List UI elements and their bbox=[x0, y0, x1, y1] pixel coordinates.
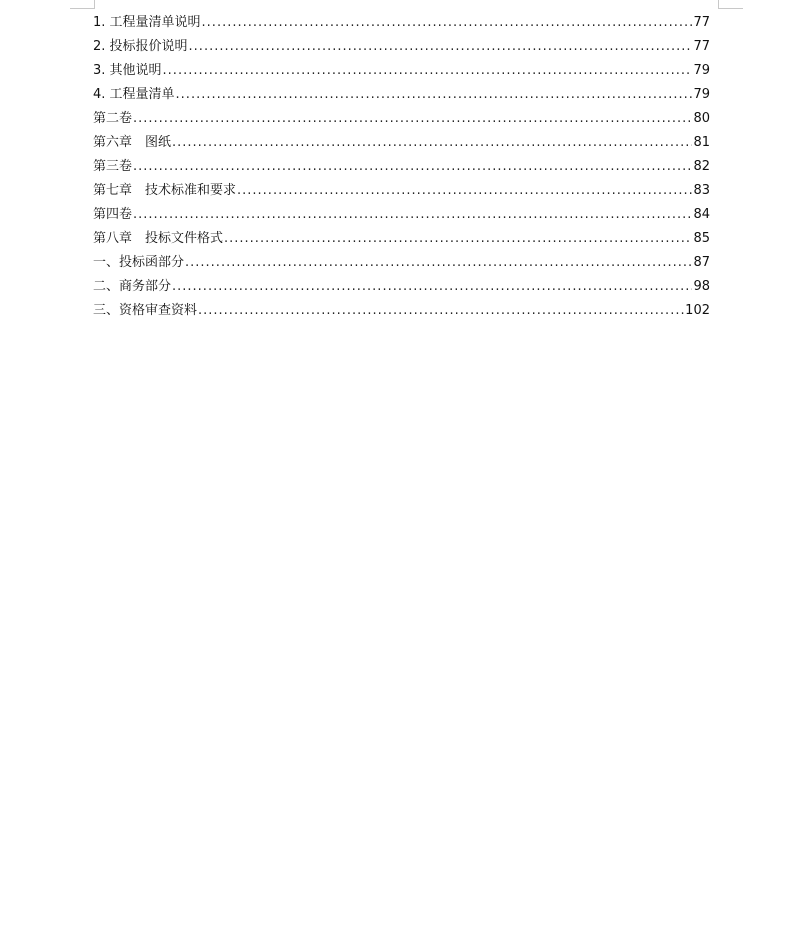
toc-entry-title: 二、商务部分 bbox=[93, 279, 172, 294]
toc-entry-title: 2. 投标报价说明 bbox=[93, 39, 188, 54]
toc-dot-leader bbox=[163, 59, 693, 83]
toc-entry-page: 102 bbox=[685, 303, 710, 318]
toc-entry-page: 98 bbox=[693, 279, 710, 294]
toc-entry-title: 第八章 投标文件格式 bbox=[93, 231, 224, 246]
toc-entry[interactable] bbox=[93, 227, 710, 251]
toc-dot-leader bbox=[176, 83, 693, 107]
toc-dot-leader bbox=[172, 275, 692, 299]
toc-entry[interactable] bbox=[93, 11, 710, 35]
toc-entry[interactable] bbox=[93, 83, 710, 107]
toc-entry-title: 3. 其他说明 bbox=[93, 63, 162, 78]
toc-entry-page: 77 bbox=[693, 39, 710, 54]
toc-entry[interactable] bbox=[93, 35, 710, 59]
toc-entry[interactable] bbox=[93, 59, 710, 83]
toc-dot-leader bbox=[237, 179, 692, 203]
toc-entry-title: 第六章 图纸 bbox=[93, 135, 172, 150]
toc-entry[interactable] bbox=[93, 107, 710, 131]
toc-entry-page: 84 bbox=[693, 207, 710, 222]
toc-entry-page: 82 bbox=[693, 159, 710, 174]
page-corner-mark-left bbox=[70, 0, 95, 9]
toc-entry-page: 80 bbox=[693, 111, 710, 126]
toc-dot-leader bbox=[172, 131, 692, 155]
toc-entry-page: 83 bbox=[693, 183, 710, 198]
toc-entry[interactable] bbox=[93, 179, 710, 203]
toc-dot-leader bbox=[202, 11, 693, 35]
toc-entry-page: 81 bbox=[693, 135, 710, 150]
toc-dot-leader bbox=[198, 299, 684, 323]
toc-entry[interactable] bbox=[93, 299, 710, 323]
toc-entry[interactable] bbox=[93, 155, 710, 179]
toc-entry-title: 一、投标函部分 bbox=[93, 255, 185, 270]
toc-entry-title: 第七章 技术标准和要求 bbox=[93, 183, 237, 198]
toc-dot-leader bbox=[133, 107, 692, 131]
toc-entry[interactable] bbox=[93, 275, 710, 299]
toc-dot-leader bbox=[189, 35, 693, 59]
toc-entry-page: 77 bbox=[693, 15, 710, 30]
table-of-contents bbox=[93, 11, 710, 323]
toc-entry-page: 85 bbox=[693, 231, 710, 246]
toc-entry-title: 1. 工程量清单说明 bbox=[93, 15, 201, 30]
toc-entry-title: 第三卷 bbox=[93, 159, 133, 174]
toc-entry[interactable] bbox=[93, 131, 710, 155]
toc-dot-leader bbox=[133, 203, 692, 227]
toc-entry-page: 79 bbox=[693, 87, 710, 102]
toc-entry-title: 第二卷 bbox=[93, 111, 133, 126]
toc-dot-leader bbox=[185, 251, 692, 275]
toc-entry-title: 三、资格审查资料 bbox=[93, 303, 198, 318]
toc-entry-title: 第四卷 bbox=[93, 207, 133, 222]
toc-entry[interactable] bbox=[93, 203, 710, 227]
toc-entry-title: 4. 工程量清单 bbox=[93, 87, 175, 102]
page-corner-mark-right bbox=[718, 0, 743, 9]
toc-entry-page: 79 bbox=[693, 63, 710, 78]
toc-entry-page: 87 bbox=[693, 255, 710, 270]
toc-entry[interactable] bbox=[93, 251, 710, 275]
toc-dot-leader bbox=[224, 227, 692, 251]
toc-dot-leader bbox=[133, 155, 692, 179]
